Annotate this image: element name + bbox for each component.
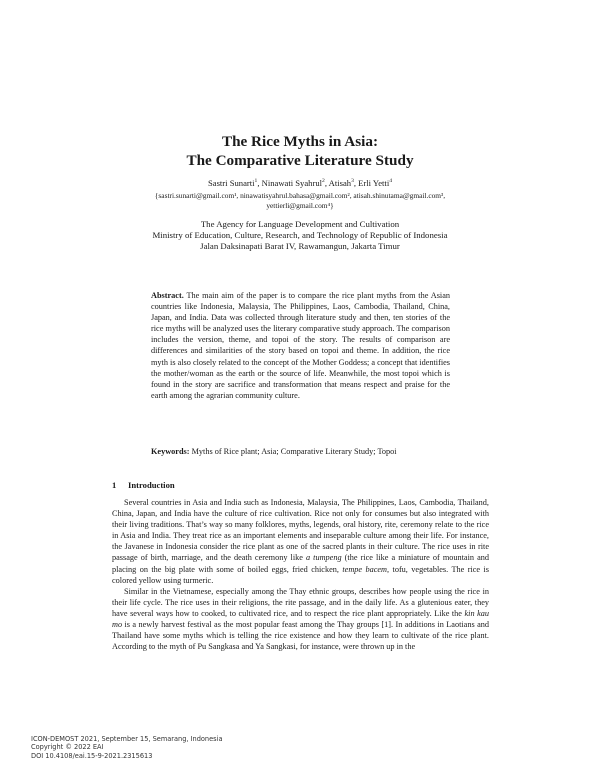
keywords-text: Myths of Rice plant; Asia; Comparative Literary Study; Topoi	[191, 447, 397, 456]
author-name: Sastri Sunarti	[207, 178, 255, 188]
abstract-label: Abstract.	[151, 291, 184, 300]
author-list: Sastri Sunarti$^1$, Ninawati Syahrul$^2$, Atisah$^3$, Erli Yetti$^4$	[207, 178, 393, 188]
abstract-text: The main aim of the paper is to compare the rice plant myths from the Asian countries like Indonesia, Malaysia, The Philippines, Laos, Cambodia, Thailand, China, Japan, and India. Data was collected through literature study and then, ten stories of the rice myths will be analyzed uses the literary comparative study approach. The comparison includes the version, theme, and topoi of the story. The results of comparison are differences and similarities of the story based on topoi and theme. In addition, the rice myth is also closely related to the concept of the Mother Goddess; a concept that identifies the mother/woman as the earth or the source of life. Meanwhile, the most topoi which is found in the story are sacrifice and transformation that means respect and praise for the earth among the agrarian community culture.	[151, 291, 450, 400]
keywords-label: Keywords:	[151, 447, 190, 456]
body-text	[112, 497, 489, 652]
affiliation-line: The Agency for Language Development and Cultivation	[200, 219, 400, 229]
section-title: Introduction	[128, 480, 175, 490]
footer	[31, 735, 222, 760]
author-emails-line-2: yettierli@gmail.com⁴}	[266, 201, 334, 210]
abstract	[151, 290, 450, 401]
author-emails-line-1: {sastri.sunarti@gmail.com¹, ninawatisyahrul.bahasa@gmail.com², atisah.shinutama@gmail.com³,	[154, 191, 446, 200]
paper-title-line-2: The Comparative Literature Study	[186, 152, 414, 169]
footer-conference: ICON-DEMOST 2021, September 15, Semarang, Indonesia	[31, 735, 223, 743]
section-heading	[112, 480, 175, 490]
author-name: Erli Yetti	[358, 178, 390, 188]
affiliation-line: Ministry of Education, Culture, Research, and Technology of Republic of Indonesia	[152, 230, 448, 240]
paragraph: Similar in the Vietnamese, especially among the Thay ethnic groups, describes how people using the rice in their life cycle. The rice uses in their religions, the rite passage, and in the daily life. As a glutenious eater, they have several ways how to cooked, to cultivated rice, and to respect the rice plant appropriately. Like the kin kau mo is a newly harvest festival as the most popular feast among the Thay groups [1]. In additions in Laotians and Thailand have some myths which is telling the rice existence and how they learn to cultivate of the rice plant. According to the myth of Pu Sangkasa and Ya Sangkasi, for instance, were thrown up in the	[112, 586, 489, 652]
author-name: Ninawati Syahrul	[261, 178, 323, 188]
paragraph: Several countries in Asia and India such as Indonesia, Malaysia, The Philippines, Laos, Cambodia, Thailand, China, Japan, and India have the culture of rice cultivation. Rice not only for consumes but also integrated with their living traditions. That’s way so many folklores, myths, legends, oral history, rite, ceremony relate to the rice in Asia and India. They treat rice as an important elements and inseparable culture among their life. For instance, the Javanese in Indonesia consider the rice plant as one of the sacred plants in their culture. The rice uses in rite passage of birth, marriage, and the death ceremony like a tumpeng (the rice like a miniature of mountain and placing on the big plate with some of boiled eggs, fried chicken, tempe bacem, tofu, vegetables. The rice is colored yellow using turmeric.	[112, 498, 490, 585]
affiliation-line: Jalan Daksinapati Barat IV, Rawamangun, Jakarta Timur	[200, 241, 400, 251]
author-name: Atisah	[328, 178, 352, 188]
keywords	[151, 446, 450, 457]
footer-copyright: Copyright © 2022 EAI	[31, 743, 104, 752]
section-number: 1	[112, 480, 117, 490]
paper-title-line-1: The Rice Myths in Asia:	[221, 133, 379, 150]
footer-doi: DOI 10.4108/eai.15-9-2021.2315613	[31, 751, 153, 760]
